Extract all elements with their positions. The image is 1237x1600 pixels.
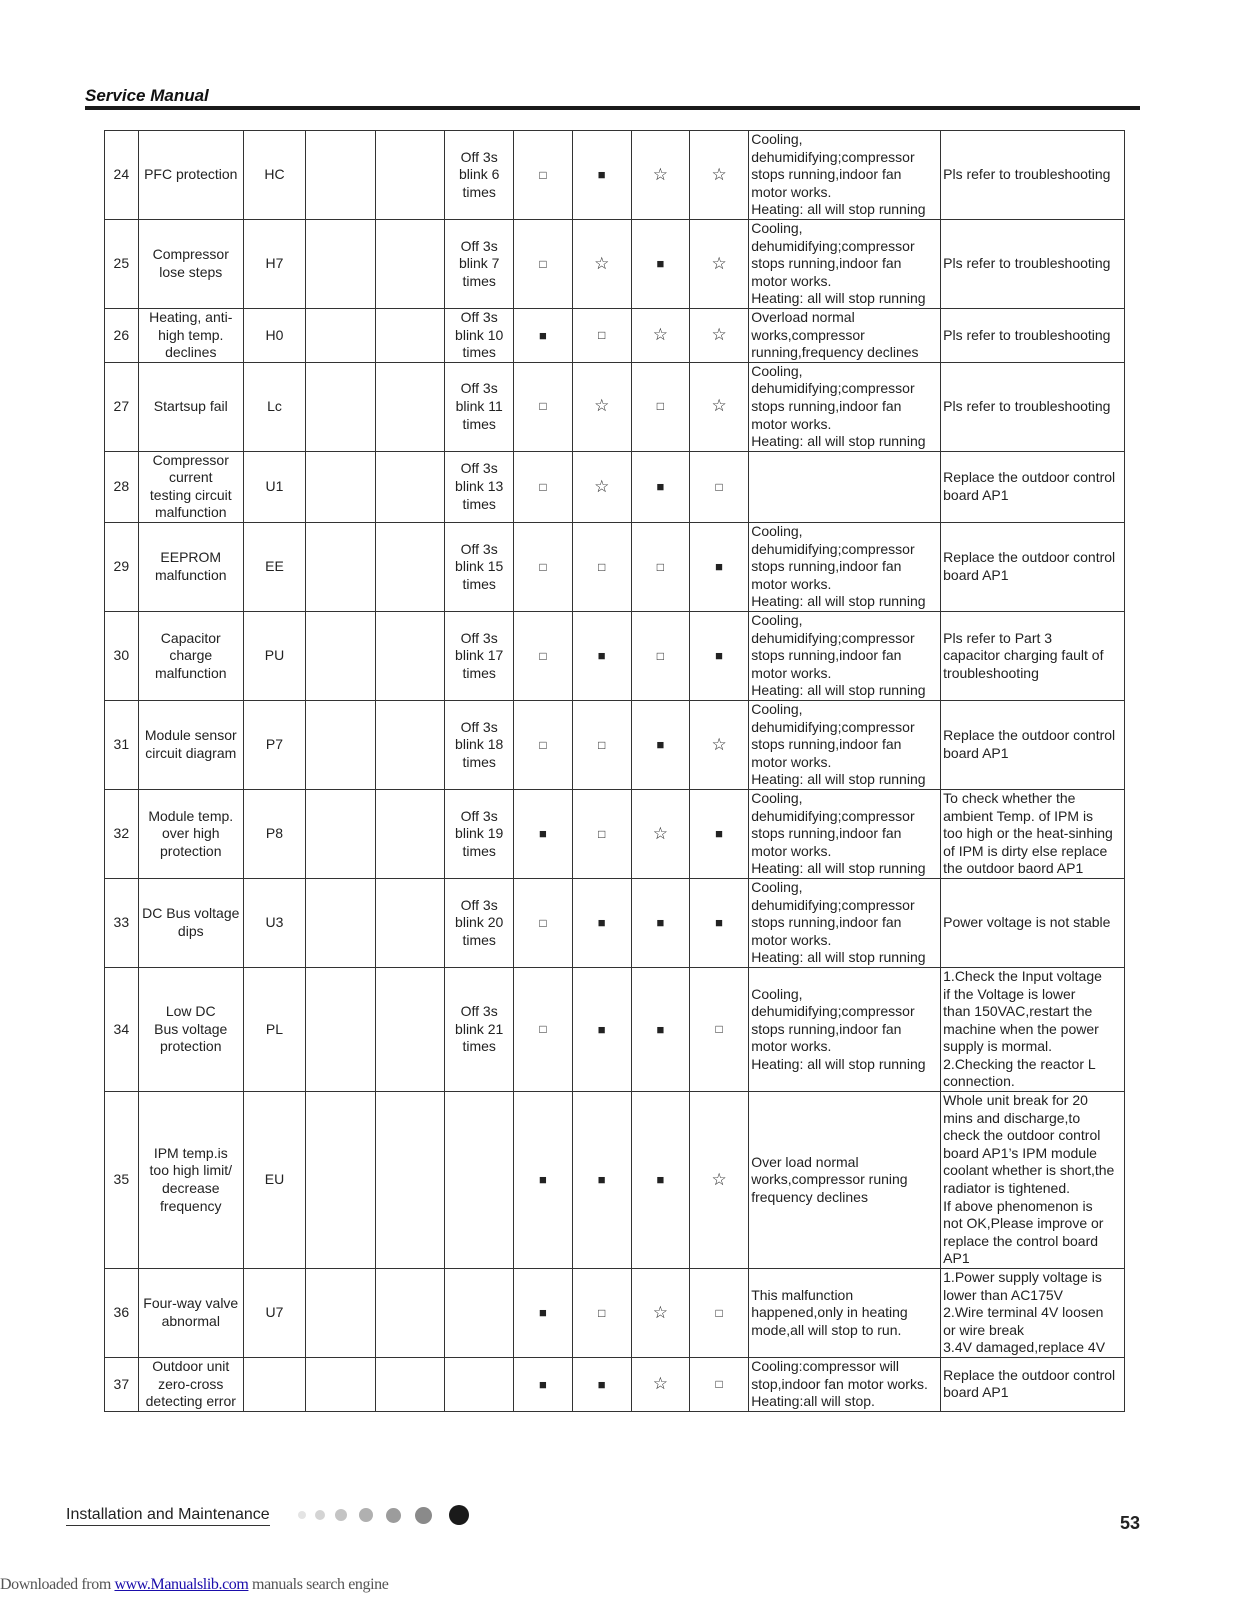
blank-cell xyxy=(375,451,444,522)
indicator-cell xyxy=(689,451,748,522)
solution-cell: Pls refer to troubleshooting xyxy=(941,219,1125,308)
row-number-cell: 30 xyxy=(105,612,139,701)
indicator-cell xyxy=(572,612,631,701)
indicator-cell xyxy=(631,612,689,701)
hollow-square-icon: □ xyxy=(539,167,547,182)
star-icon: ☆ xyxy=(652,164,669,184)
filled-square-icon: ■ xyxy=(656,737,665,753)
hollow-square-icon: □ xyxy=(715,1377,723,1392)
indicator-cell xyxy=(514,878,572,967)
blink-pattern-cell: Off 3s blink 6 times xyxy=(444,131,513,220)
blink-pattern-cell xyxy=(444,1269,513,1358)
star-icon: ☆ xyxy=(711,325,727,345)
progress-dot xyxy=(449,1505,469,1525)
table-row xyxy=(105,1357,1125,1411)
row-number-cell: 35 xyxy=(105,1092,139,1269)
fault-code-cell: HC xyxy=(243,131,305,220)
star-icon: ☆ xyxy=(711,396,727,416)
solution-cell: Pls refer to Part 3 capacitor charging fault of troubleshooting xyxy=(941,612,1125,701)
filled-square-icon: ■ xyxy=(597,1172,606,1188)
progress-dot xyxy=(386,1508,401,1523)
indicator-cell xyxy=(689,523,748,612)
indicator-cell xyxy=(631,1269,689,1358)
table-row xyxy=(105,1092,1125,1269)
fault-name-cell: Startsup fail xyxy=(138,362,243,451)
blink-pattern-cell: Off 3s blink 10 times xyxy=(444,308,513,362)
fault-name-cell: Compressor current testing circuit malfunction xyxy=(138,451,243,522)
indicator-cell xyxy=(631,523,689,612)
indicator-cell xyxy=(572,1269,631,1358)
unit-status-cell: Cooling:compressor will stop,indoor fan motor works. Heating:all will stop. xyxy=(749,1357,941,1411)
table-row xyxy=(105,131,1125,220)
indicator-cell xyxy=(631,878,689,967)
blink-pattern-cell: Off 3s blink 19 times xyxy=(444,789,513,878)
filled-square-icon: ■ xyxy=(656,915,665,931)
indicator-cell xyxy=(514,701,572,790)
indicator-cell xyxy=(572,308,631,362)
table-row xyxy=(105,967,1125,1091)
indicator-cell xyxy=(689,1269,748,1358)
blank-cell xyxy=(306,362,375,451)
blank-cell xyxy=(375,362,444,451)
indicator-cell xyxy=(514,612,572,701)
blank-cell xyxy=(375,1269,444,1358)
solution-cell: Power voltage is not stable xyxy=(941,878,1125,967)
progress-dot xyxy=(359,1508,373,1522)
indicator-cell xyxy=(631,219,689,308)
hollow-square-icon: □ xyxy=(715,479,723,494)
progress-dot xyxy=(335,1509,347,1521)
indicator-cell xyxy=(631,789,689,878)
blank-cell xyxy=(306,967,375,1091)
unit-status-cell: Cooling, dehumidifying;compressor stops running,indoor fan motor works. Heating: all will stop running xyxy=(749,789,941,878)
indicator-cell xyxy=(631,362,689,451)
unit-status-cell xyxy=(749,451,941,522)
hollow-square-icon: □ xyxy=(539,399,547,414)
fault-code-table xyxy=(104,130,1125,1412)
filled-square-icon: ■ xyxy=(656,479,665,495)
blank-cell xyxy=(306,523,375,612)
star-icon: ☆ xyxy=(652,325,669,345)
page-number: 53 xyxy=(1120,1513,1141,1533)
solution-cell: Replace the outdoor control board AP1 xyxy=(941,523,1125,612)
blank-cell xyxy=(306,789,375,878)
page-header-title: Service Manual xyxy=(85,86,209,105)
hollow-square-icon: □ xyxy=(715,1022,723,1037)
blank-cell xyxy=(306,451,375,522)
filled-square-icon: ■ xyxy=(597,1376,606,1392)
indicator-cell xyxy=(572,1092,631,1269)
indicator-cell xyxy=(572,701,631,790)
hollow-square-icon: □ xyxy=(656,648,665,663)
indicator-cell xyxy=(572,967,631,1091)
hollow-square-icon: □ xyxy=(539,737,547,752)
fault-code-cell: H7 xyxy=(243,219,305,308)
indicator-cell xyxy=(689,131,748,220)
blank-cell xyxy=(375,789,444,878)
indicator-cell xyxy=(631,1357,689,1411)
blank-cell xyxy=(375,967,444,1091)
unit-status-cell: Cooling, dehumidifying;compressor stops running,indoor fan motor works. Heating: all will stop running xyxy=(749,612,941,701)
solution-cell: Pls refer to troubleshooting xyxy=(941,308,1125,362)
table-row xyxy=(105,1269,1125,1358)
row-number-cell: 36 xyxy=(105,1269,139,1358)
indicator-cell xyxy=(514,362,572,451)
star-icon: ☆ xyxy=(594,253,610,273)
unit-status-cell: Cooling, dehumidifying;compressor stops running,indoor fan motor works. Heating: all will stop running xyxy=(749,878,941,967)
blank-cell xyxy=(375,1092,444,1269)
filled-square-icon: ■ xyxy=(715,826,724,842)
indicator-cell xyxy=(631,967,689,1091)
unit-status-cell: Cooling, dehumidifying;compressor stops running,indoor fan motor works. Heating: all will stop running xyxy=(749,701,941,790)
star-icon: ☆ xyxy=(711,253,727,273)
manualslib-link[interactable]: www.Manualslib.com xyxy=(114,1576,249,1593)
fault-name-cell: DC Bus voltage dips xyxy=(138,878,243,967)
fault-code-cell: U1 xyxy=(243,451,305,522)
indicator-cell xyxy=(572,451,631,522)
row-number-cell: 28 xyxy=(105,451,139,522)
filled-square-icon: ■ xyxy=(539,1305,547,1321)
fault-name-cell: Compressor lose steps xyxy=(138,219,243,308)
filled-square-icon: ■ xyxy=(539,1172,547,1188)
star-icon: ☆ xyxy=(652,1302,669,1322)
unit-status-cell: Cooling, dehumidifying;compressor stops running,indoor fan motor works. Heating: all will stop running xyxy=(749,219,941,308)
blink-pattern-cell: Off 3s blink 20 times xyxy=(444,878,513,967)
row-number-cell: 25 xyxy=(105,219,139,308)
download-suffix: manuals search engine xyxy=(248,1576,389,1593)
hollow-square-icon: □ xyxy=(715,1305,723,1320)
fault-code-cell: Lc xyxy=(243,362,305,451)
blank-cell xyxy=(306,701,375,790)
blank-cell xyxy=(375,131,444,220)
blank-cell xyxy=(375,523,444,612)
blank-cell xyxy=(306,612,375,701)
indicator-cell xyxy=(689,612,748,701)
footer-section-label: Installation and Maintenance xyxy=(66,1506,270,1526)
fault-code-cell: U3 xyxy=(243,878,305,967)
unit-status-cell: Cooling, dehumidifying;compressor stops running,indoor fan motor works. Heating: all will stop running xyxy=(749,362,941,451)
indicator-cell xyxy=(689,219,748,308)
download-prefix: Downloaded from xyxy=(0,1576,115,1593)
fault-name-cell: Module sensor circuit diagram xyxy=(138,701,243,790)
blink-pattern-cell: Off 3s blink 7 times xyxy=(444,219,513,308)
fault-code-cell: U7 xyxy=(243,1269,305,1358)
hollow-square-icon: □ xyxy=(598,328,606,343)
filled-square-icon: ■ xyxy=(539,327,547,343)
indicator-cell xyxy=(631,451,689,522)
hollow-square-icon: □ xyxy=(539,1022,547,1037)
indicator-cell xyxy=(572,131,631,220)
filled-square-icon: ■ xyxy=(656,1021,665,1037)
indicator-cell xyxy=(689,967,748,1091)
indicator-cell xyxy=(514,789,572,878)
filled-square-icon: ■ xyxy=(656,256,665,272)
indicator-cell xyxy=(689,701,748,790)
row-number-cell: 27 xyxy=(105,362,139,451)
indicator-cell xyxy=(631,701,689,790)
filled-square-icon: ■ xyxy=(539,826,547,842)
hollow-square-icon: □ xyxy=(598,1305,606,1320)
blank-cell xyxy=(375,308,444,362)
solution-cell: Replace the outdoor control board AP1 xyxy=(941,451,1125,522)
indicator-cell xyxy=(514,1092,572,1269)
indicator-cell xyxy=(631,1092,689,1269)
indicator-cell xyxy=(572,789,631,878)
indicator-cell xyxy=(514,131,572,220)
table-row xyxy=(105,878,1125,967)
indicator-cell xyxy=(514,219,572,308)
hollow-square-icon: □ xyxy=(598,737,606,752)
solution-cell: 1.Power supply voltage is lower than AC175V 2.Wire terminal 4V loosen or wire break 3.4V damaged,replace 4V xyxy=(941,1269,1125,1358)
indicator-cell xyxy=(631,131,689,220)
download-note xyxy=(0,1576,388,1594)
table-row xyxy=(105,362,1125,451)
header-divider xyxy=(85,106,1140,110)
hollow-square-icon: □ xyxy=(539,915,547,930)
unit-status-cell: Cooling, dehumidifying;compressor stops running,indoor fan motor works. Heating: all will stop running xyxy=(749,967,941,1091)
solution-cell: Pls refer to troubleshooting xyxy=(941,362,1125,451)
unit-status-cell: Cooling, dehumidifying;compressor stops running,indoor fan motor works. Heating: all will stop running xyxy=(749,523,941,612)
progress-dot xyxy=(415,1507,432,1524)
indicator-cell xyxy=(689,878,748,967)
solution-cell: To check whether the ambient Temp. of IPM is too high or the heat-sinhing of IPM is dirty else replace the outdoor baord AP1 xyxy=(941,789,1125,878)
fault-code-cell: PU xyxy=(243,612,305,701)
fault-code-cell xyxy=(243,1357,305,1411)
row-number-cell: 37 xyxy=(105,1357,139,1411)
hollow-square-icon: □ xyxy=(539,256,547,271)
table-row xyxy=(105,701,1125,790)
indicator-cell xyxy=(514,523,572,612)
row-number-cell: 24 xyxy=(105,131,139,220)
fault-code-cell: P8 xyxy=(243,789,305,878)
fault-code-cell: PL xyxy=(243,967,305,1091)
hollow-square-icon: □ xyxy=(539,559,547,574)
indicator-cell xyxy=(572,219,631,308)
filled-square-icon: ■ xyxy=(597,167,606,183)
row-number-cell: 31 xyxy=(105,701,139,790)
hollow-square-icon: □ xyxy=(539,479,547,494)
fault-code-cell: EU xyxy=(243,1092,305,1269)
blink-pattern-cell: Off 3s blink 17 times xyxy=(444,612,513,701)
indicator-cell xyxy=(689,1357,748,1411)
blink-pattern-cell: Off 3s blink 11 times xyxy=(444,362,513,451)
star-icon: ☆ xyxy=(711,1169,727,1189)
progress-dot xyxy=(298,1511,306,1519)
blank-cell xyxy=(306,219,375,308)
star-icon: ☆ xyxy=(652,823,669,843)
table-row xyxy=(105,612,1125,701)
solution-cell: Replace the outdoor control board AP1 xyxy=(941,701,1125,790)
solution-cell: Replace the outdoor control board AP1 xyxy=(941,1357,1125,1411)
blink-pattern-cell: Off 3s blink 18 times xyxy=(444,701,513,790)
filled-square-icon: ■ xyxy=(539,1376,547,1392)
indicator-cell xyxy=(572,1357,631,1411)
blank-cell xyxy=(375,219,444,308)
filled-square-icon: ■ xyxy=(597,915,606,931)
hollow-square-icon: □ xyxy=(656,399,665,414)
star-icon: ☆ xyxy=(594,396,610,416)
row-number-cell: 32 xyxy=(105,789,139,878)
blank-cell xyxy=(306,131,375,220)
star-icon: ☆ xyxy=(711,164,727,184)
star-icon: ☆ xyxy=(594,476,610,496)
fault-name-cell: Outdoor unit zero-cross detecting error xyxy=(138,1357,243,1411)
star-icon: ☆ xyxy=(652,1374,669,1394)
hollow-square-icon: □ xyxy=(598,559,606,574)
unit-status-cell: This malfunction happened,only in heating mode,all will stop to run. xyxy=(749,1269,941,1358)
indicator-cell xyxy=(689,789,748,878)
solution-cell: 1.Check the Input voltage if the Voltage is lower than 150VAC,restart the machine when the power supply is mormal. 2.Checking the reactor L connection. xyxy=(941,967,1125,1091)
fault-name-cell: EEPROM malfunction xyxy=(138,523,243,612)
blink-pattern-cell: Off 3s blink 21 times xyxy=(444,967,513,1091)
blink-pattern-cell: Off 3s blink 13 times xyxy=(444,451,513,522)
table-row xyxy=(105,219,1125,308)
fault-name-cell: IPM temp.is too high limit/ decrease frequency xyxy=(138,1092,243,1269)
indicator-cell xyxy=(689,362,748,451)
table-row xyxy=(105,451,1125,522)
progress-dot xyxy=(315,1510,325,1520)
filled-square-icon: ■ xyxy=(715,559,724,575)
table-row xyxy=(105,308,1125,362)
blank-cell xyxy=(306,1357,375,1411)
star-icon: ☆ xyxy=(711,734,727,754)
indicator-cell xyxy=(514,1357,572,1411)
filled-square-icon: ■ xyxy=(715,915,724,931)
fault-name-cell: Low DC Bus voltage protection xyxy=(138,967,243,1091)
row-number-cell: 26 xyxy=(105,308,139,362)
fault-name-cell: Module temp. over high protection xyxy=(138,789,243,878)
filled-square-icon: ■ xyxy=(597,648,606,664)
fault-name-cell: Capacitor charge malfunction xyxy=(138,612,243,701)
fault-name-cell: Four-way valve abnormal xyxy=(138,1269,243,1358)
row-number-cell: 34 xyxy=(105,967,139,1091)
filled-square-icon: ■ xyxy=(597,1021,606,1037)
unit-status-cell: Cooling, dehumidifying;compressor stops running,indoor fan motor works. Heating: all will stop running xyxy=(749,131,941,220)
indicator-cell xyxy=(572,362,631,451)
indicator-cell xyxy=(514,1269,572,1358)
indicator-cell xyxy=(572,523,631,612)
indicator-cell xyxy=(689,1092,748,1269)
blink-pattern-cell: Off 3s blink 15 times xyxy=(444,523,513,612)
blank-cell xyxy=(306,308,375,362)
hollow-square-icon: □ xyxy=(539,648,547,663)
indicator-cell xyxy=(631,308,689,362)
hollow-square-icon: □ xyxy=(598,826,606,841)
indicator-cell xyxy=(514,451,572,522)
blank-cell xyxy=(306,878,375,967)
row-number-cell: 29 xyxy=(105,523,139,612)
indicator-cell xyxy=(514,967,572,1091)
blank-cell xyxy=(306,1269,375,1358)
fault-code-cell: P7 xyxy=(243,701,305,790)
filled-square-icon: ■ xyxy=(715,648,724,664)
indicator-cell xyxy=(689,308,748,362)
blink-pattern-cell xyxy=(444,1357,513,1411)
fault-table-body xyxy=(105,131,1125,1412)
blank-cell xyxy=(375,878,444,967)
unit-status-cell: Overload normal works,compressor running,frequency declines xyxy=(749,308,941,362)
table-row xyxy=(105,523,1125,612)
indicator-cell xyxy=(572,878,631,967)
blank-cell xyxy=(375,701,444,790)
blink-pattern-cell xyxy=(444,1092,513,1269)
fault-name-cell: PFC protection xyxy=(138,131,243,220)
fault-code-cell: H0 xyxy=(243,308,305,362)
row-number-cell: 33 xyxy=(105,878,139,967)
solution-cell: Whole unit break for 20 mins and discharge,to check the outdoor control board AP1’s IPM module coolant whether is short,the radiator is tightened. If above phenomenon is not OK,Please improve or replace the control board AP1 xyxy=(941,1092,1125,1269)
table-row xyxy=(105,789,1125,878)
unit-status-cell: Over load normal works,compressor runing frequency declines xyxy=(749,1092,941,1269)
filled-square-icon: ■ xyxy=(656,1172,665,1188)
fault-name-cell: Heating, anti- high temp. declines xyxy=(138,308,243,362)
blank-cell xyxy=(375,1357,444,1411)
solution-cell: Pls refer to troubleshooting xyxy=(941,131,1125,220)
blank-cell xyxy=(306,1092,375,1269)
indicator-cell xyxy=(514,308,572,362)
fault-code-cell: EE xyxy=(243,523,305,612)
hollow-square-icon: □ xyxy=(656,559,665,574)
blank-cell xyxy=(375,612,444,701)
